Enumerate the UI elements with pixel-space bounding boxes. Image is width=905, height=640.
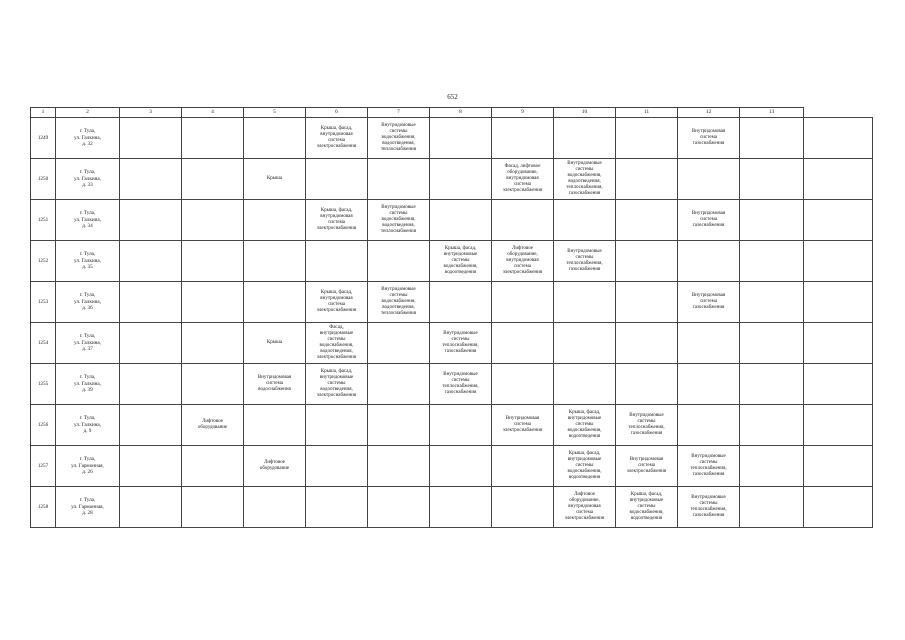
table-row: [31, 200, 873, 241]
column-header-11: 11: [616, 108, 678, 118]
table-row: [31, 487, 873, 528]
work-cell-col-6: Крыша, фасад, внутридомовая система электроснабжения: [306, 200, 368, 241]
work-cell-col-5: [244, 487, 306, 528]
column-header-3: 3: [120, 108, 182, 118]
work-cell-col-11: [616, 159, 678, 200]
column-header-4: 4: [182, 108, 244, 118]
work-cell-col-7: [368, 364, 430, 405]
work-cell-col-6: Крыша, фасад, внутридомовая система электроснабжения: [306, 118, 368, 159]
work-cell-col-9: [492, 200, 554, 241]
work-cell-col-6: Крыша, фасад, внутридомовая система электроснабжения: [306, 282, 368, 323]
work-cell-col-8: [430, 487, 492, 528]
work-cell-col-9: [492, 364, 554, 405]
work-cell-col-9: Фасад, лифтовое оборудование, внутридомовая система электроснабжения: [492, 159, 554, 200]
work-cell-col-3: [120, 323, 182, 364]
work-cell-col-10: Крыша, фасад, внутридомовые системы водоснабжения, водоотведения: [554, 405, 616, 446]
work-cell-col-14: [804, 487, 873, 528]
column-header-9: 9: [492, 108, 554, 118]
work-cell-col-9: [492, 323, 554, 364]
table-row: [31, 446, 873, 487]
address-cell: г. Тула, ул. Галкина, д. 34: [56, 200, 120, 241]
row-number: 1252: [31, 241, 56, 282]
work-cell-col-9: [492, 487, 554, 528]
work-cell-col-13: [740, 241, 804, 282]
work-cell-col-12: Внутридомовая система газоснабжения: [678, 282, 740, 323]
work-cell-col-7: [368, 159, 430, 200]
work-cell-col-3: [120, 241, 182, 282]
work-cell-col-4: [182, 446, 244, 487]
work-cell-col-13: [740, 200, 804, 241]
work-cell-col-7: Внутридомовые системы водоснабжения, водоотведения, теплоснабжения: [368, 200, 430, 241]
table-row: [31, 241, 873, 282]
work-cell-col-3: [120, 487, 182, 528]
work-cell-col-8: [430, 159, 492, 200]
work-cell-col-14: [804, 446, 873, 487]
work-cell-col-12: [678, 159, 740, 200]
work-cell-col-7: Внутридомовые системы водоснабжения, водоотведения, теплоснабжения: [368, 282, 430, 323]
work-cell-col-5: Внутридомовая система водоснабжения: [244, 364, 306, 405]
table-row: [31, 282, 873, 323]
table-row: [31, 118, 873, 159]
column-header-1: 1: [31, 108, 56, 118]
work-cell-col-5: [244, 118, 306, 159]
work-cell-col-10: Лифтовое оборудование, внутридомовая система электроснабжения: [554, 487, 616, 528]
address-cell: г. Тула, ул. Галкина, д. 35: [56, 241, 120, 282]
column-header-12: 12: [678, 108, 740, 118]
work-cell-col-13: [740, 118, 804, 159]
work-cell-col-11: [616, 282, 678, 323]
page-number: 652: [447, 93, 458, 101]
work-cell-col-8: [430, 405, 492, 446]
work-cell-col-11: [616, 323, 678, 364]
work-cell-col-9: [492, 118, 554, 159]
work-cell-col-5: Крыша: [244, 159, 306, 200]
work-cell-col-6: Крыша, фасад, внутридомовые системы водоотведения, электроснабжения: [306, 364, 368, 405]
work-cell-col-3: [120, 159, 182, 200]
work-cell-col-13: [740, 405, 804, 446]
work-cell-col-10: [554, 323, 616, 364]
work-cell-col-5: Лифтовое оборудование: [244, 446, 306, 487]
table-row: [31, 159, 873, 200]
work-cell-col-7: [368, 323, 430, 364]
work-cell-col-5: [244, 200, 306, 241]
work-cell-col-3: [120, 364, 182, 405]
work-cell-col-5: [244, 241, 306, 282]
work-cell-col-8: [430, 446, 492, 487]
work-cell-col-6: [306, 405, 368, 446]
work-cell-col-11: [616, 200, 678, 241]
table-row: [31, 405, 873, 446]
address-cell: г. Тула, ул. Гармонная, д. 26: [56, 446, 120, 487]
work-cell-col-4: [182, 159, 244, 200]
work-cell-col-4: [182, 118, 244, 159]
work-cell-col-4: [182, 200, 244, 241]
work-cell-col-5: Крыша: [244, 323, 306, 364]
work-cell-col-8: [430, 118, 492, 159]
work-cell-col-3: [120, 118, 182, 159]
work-cell-col-14: [804, 282, 873, 323]
work-cell-col-10: [554, 118, 616, 159]
work-cell-col-5: [244, 405, 306, 446]
work-cell-col-4: [182, 241, 244, 282]
work-cell-col-12: Внутридомовые системы теплоснабжения, газоснабжения: [678, 446, 740, 487]
address-cell: г. Тула, ул. Галкина, д. 37: [56, 323, 120, 364]
work-cell-col-8: Крыша, фасад, внутридомовые системы водоснабжения, водоотведения: [430, 241, 492, 282]
work-cell-col-13: [740, 364, 804, 405]
row-number: 1258: [31, 487, 56, 528]
column-header-10: 10: [554, 108, 616, 118]
row-number: 1254: [31, 323, 56, 364]
work-cell-col-13: [740, 282, 804, 323]
work-cell-col-8: Внутридомовые системы теплоснабжения, газоснабжения: [430, 364, 492, 405]
row-number: 1256: [31, 405, 56, 446]
work-cell-col-13: [740, 487, 804, 528]
work-cell-col-8: Внутридомовые системы теплоснабжения, газоснабжения: [430, 323, 492, 364]
work-cell-col-11: Внутридомовая система электроснабжения: [616, 446, 678, 487]
work-cell-col-14: [804, 159, 873, 200]
work-cell-col-12: Внутридомовые системы теплоснабжения, газоснабжения: [678, 487, 740, 528]
work-cell-col-9: [492, 282, 554, 323]
header-row: [31, 108, 873, 118]
work-cell-col-9: Внутридомовая система электроснабжения: [492, 405, 554, 446]
work-cell-col-14: [804, 323, 873, 364]
work-cell-col-10: Крыша, фасад, внутридомовые системы водоснабжения, водоотведения: [554, 446, 616, 487]
work-cell-col-11: [616, 241, 678, 282]
work-cell-col-7: Внутридомовые системы водоснабжения, водоотведения, теплоснабжения: [368, 118, 430, 159]
work-cell-col-11: [616, 118, 678, 159]
work-cell-col-6: [306, 487, 368, 528]
work-cell-col-6: Фасад, внутридомовые системы водоснабжения, водоотведения, электроснабжения: [306, 323, 368, 364]
work-cell-col-8: [430, 200, 492, 241]
work-cell-col-13: [740, 446, 804, 487]
work-cell-col-11: [616, 364, 678, 405]
work-cell-col-12: [678, 405, 740, 446]
row-number: 1251: [31, 200, 56, 241]
work-cell-col-4: [182, 323, 244, 364]
work-cell-col-7: [368, 405, 430, 446]
work-cell-col-4: [182, 487, 244, 528]
work-cell-col-7: [368, 241, 430, 282]
row-number: 1257: [31, 446, 56, 487]
work-cell-col-14: [804, 405, 873, 446]
work-cell-col-13: [740, 159, 804, 200]
row-number: 1253: [31, 282, 56, 323]
work-cell-col-14: [804, 118, 873, 159]
work-cell-col-9: Лифтовое оборудование, внутридомовая система электроснабжения: [492, 241, 554, 282]
column-header-2: 2: [56, 108, 120, 118]
work-cell-col-5: [244, 282, 306, 323]
work-cell-col-10: [554, 364, 616, 405]
work-cell-col-9: [492, 446, 554, 487]
work-cell-col-10: [554, 200, 616, 241]
work-cell-col-14: [804, 364, 873, 405]
address-cell: г. Тула, ул. Галкина, д. 33: [56, 159, 120, 200]
table-row: [31, 364, 873, 405]
column-header-5: 5: [244, 108, 306, 118]
column-header-8: 8: [430, 108, 492, 118]
address-cell: г. Тула, ул. Галкина, д. 32: [56, 118, 120, 159]
work-cell-col-3: [120, 282, 182, 323]
work-cell-col-3: [120, 200, 182, 241]
work-cell-col-11: Крыша, фасад, внутридомовые системы водоснабжения, водоотведения: [616, 487, 678, 528]
address-cell: г. Тула, ул. Галкина, д. 36: [56, 282, 120, 323]
work-cell-col-3: [120, 446, 182, 487]
work-cell-col-4: [182, 282, 244, 323]
work-cell-col-10: [554, 282, 616, 323]
column-header-7: 7: [368, 108, 430, 118]
table-row: [31, 323, 873, 364]
work-cell-col-14: [804, 200, 873, 241]
work-cell-col-12: Внутридомовая система газоснабжения: [678, 118, 740, 159]
work-cell-col-7: [368, 487, 430, 528]
work-cell-col-6: [306, 241, 368, 282]
work-cell-col-3: [120, 405, 182, 446]
work-cell-col-10: Внутридомовые системы теплоснабжения, газоснабжения: [554, 241, 616, 282]
work-cell-col-6: [306, 446, 368, 487]
work-cell-col-14: [804, 241, 873, 282]
repair-schedule-table: [30, 107, 873, 528]
work-cell-col-7: [368, 446, 430, 487]
work-cell-col-10: Внутридомовые системы водоснабжения, водоотведения, теплоснабжения, газоснабжения: [554, 159, 616, 200]
address-cell: г. Тула, ул. Галкина, д. 39: [56, 364, 120, 405]
column-header-6: 6: [306, 108, 368, 118]
row-number: 1249: [31, 118, 56, 159]
work-cell-col-6: [306, 159, 368, 200]
address-cell: г. Тула, ул. Гармонная, д. 28: [56, 487, 120, 528]
work-cell-col-13: [740, 323, 804, 364]
work-cell-col-4: Лифтовое оборудование: [182, 405, 244, 446]
work-cell-col-8: [430, 282, 492, 323]
column-header-13: 13: [740, 108, 804, 118]
work-cell-col-12: Внутридомовая система газоснабжения: [678, 200, 740, 241]
row-number: 1255: [31, 364, 56, 405]
work-cell-col-12: [678, 364, 740, 405]
row-number: 1250: [31, 159, 56, 200]
work-cell-col-12: [678, 241, 740, 282]
address-cell: г. Тула, ул. Галкина, д. 9: [56, 405, 120, 446]
work-cell-col-4: [182, 364, 244, 405]
work-cell-col-12: [678, 323, 740, 364]
work-cell-col-11: Внутридомовые системы теплоснабжения, газоснабжения: [616, 405, 678, 446]
